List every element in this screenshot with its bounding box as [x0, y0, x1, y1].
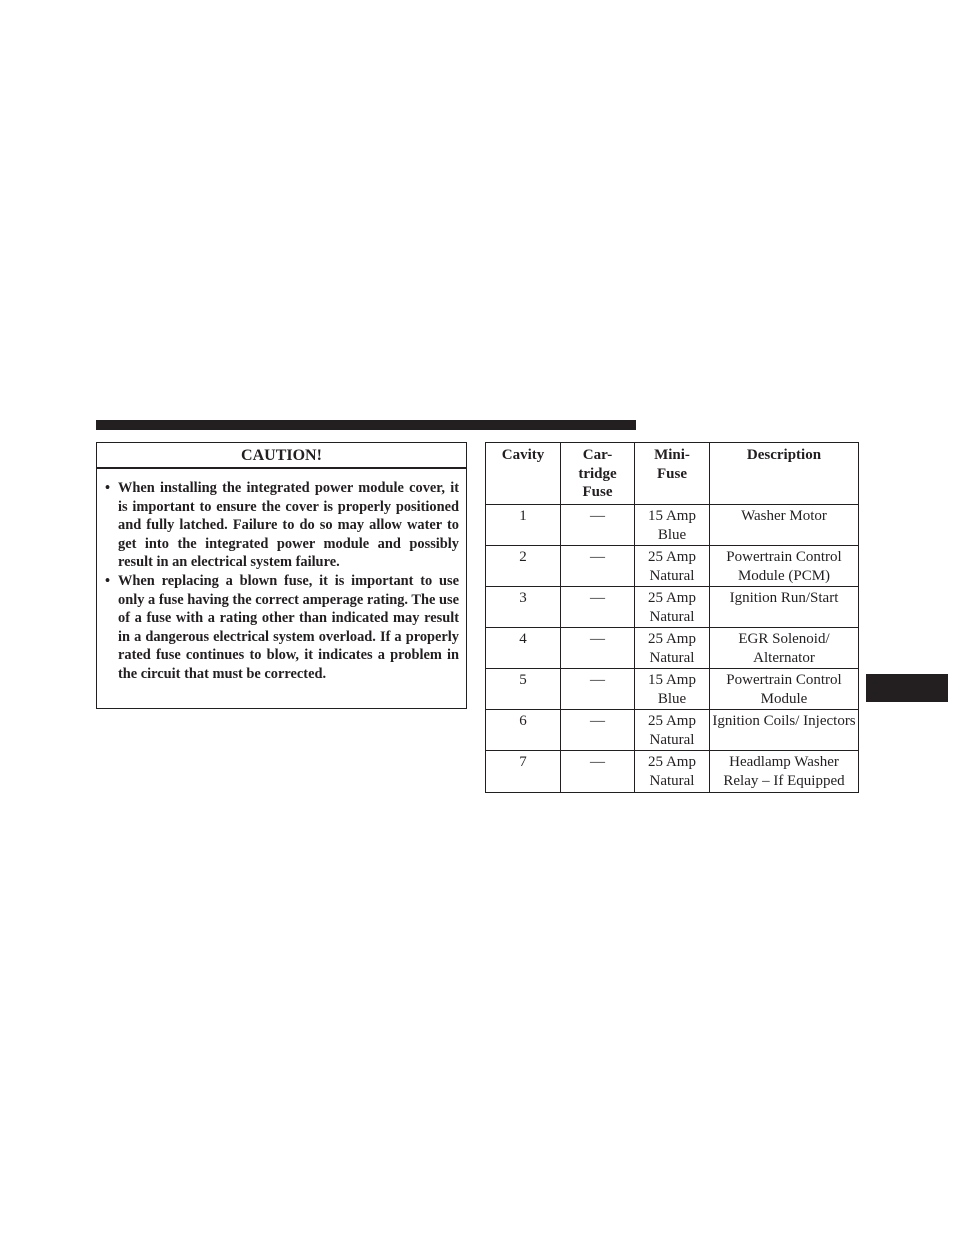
cell-description: Powertrain Control Module (PCM) [710, 546, 859, 587]
cell-cartridge: — [561, 628, 635, 669]
header-mini-fuse: Mini- Fuse [635, 443, 710, 505]
cell-cavity: 1 [486, 505, 561, 546]
table-row [486, 587, 859, 628]
cell-cavity: 2 [486, 546, 561, 587]
cell-cartridge: — [561, 546, 635, 587]
table-row [486, 628, 859, 669]
cell-cartridge: — [561, 587, 635, 628]
header-cavity: Cavity [486, 443, 561, 505]
cell-description: Washer Motor [710, 505, 859, 546]
table-header-row [486, 443, 859, 505]
cell-cavity: 4 [486, 628, 561, 669]
cell-cartridge: — [561, 710, 635, 751]
cell-mini: 25 Amp Natural [635, 710, 710, 751]
cell-mini: 25 Amp Natural [635, 546, 710, 587]
cell-mini: 25 Amp Natural [635, 628, 710, 669]
cell-description: Ignition Run/Start [710, 587, 859, 628]
header-cartridge-fuse: Car- tridge Fuse [561, 443, 635, 505]
cell-mini: 15 Amp Blue [635, 669, 710, 710]
cell-cavity: 3 [486, 587, 561, 628]
caution-item-cover: • When installing the integrated power module cover, it is important to ensure the cover is properly positioned and fully latched. Failure to do so may allow water to get into the integrated power module and possibly result in an electrical system failure. [105, 479, 459, 572]
cell-cavity: 5 [486, 669, 561, 710]
cell-cartridge: — [561, 751, 635, 793]
cell-cartridge: — [561, 669, 635, 710]
table-row [486, 710, 859, 751]
caution-box [96, 442, 467, 709]
table-row [486, 546, 859, 587]
cell-description: Powertrain Control Module [710, 669, 859, 710]
table-row [486, 669, 859, 710]
section-thumb-tab [866, 674, 948, 702]
caution-list [97, 469, 466, 684]
cell-description: Ignition Coils/ Injectors [710, 710, 859, 751]
cell-cartridge: — [561, 505, 635, 546]
caution-item-fuse-rating: • When replacing a blown fuse, it is important to use only a fuse having the correct amperage rating. The use of a fuse with a rating other than indicated may result in a dangerous electrical system overload. If a properly rated fuse continues to blow, it indicates a problem in the circuit that must be corrected. [105, 572, 459, 684]
table-row [486, 751, 859, 793]
cell-cavity: 7 [486, 751, 561, 793]
cell-cavity: 6 [486, 710, 561, 751]
header-description: Description [710, 443, 859, 505]
section-header-rule [96, 420, 636, 430]
caution-title: CAUTION! [97, 443, 466, 469]
cell-description: EGR Solenoid/ Alternator [710, 628, 859, 669]
cell-mini: 25 Amp Natural [635, 751, 710, 793]
cell-mini: 15 Amp Blue [635, 505, 710, 546]
cell-mini: 25 Amp Natural [635, 587, 710, 628]
fuse-table [485, 442, 859, 793]
table-row [486, 505, 859, 546]
cell-description: Headlamp Washer Relay – If Equipped [710, 751, 859, 793]
